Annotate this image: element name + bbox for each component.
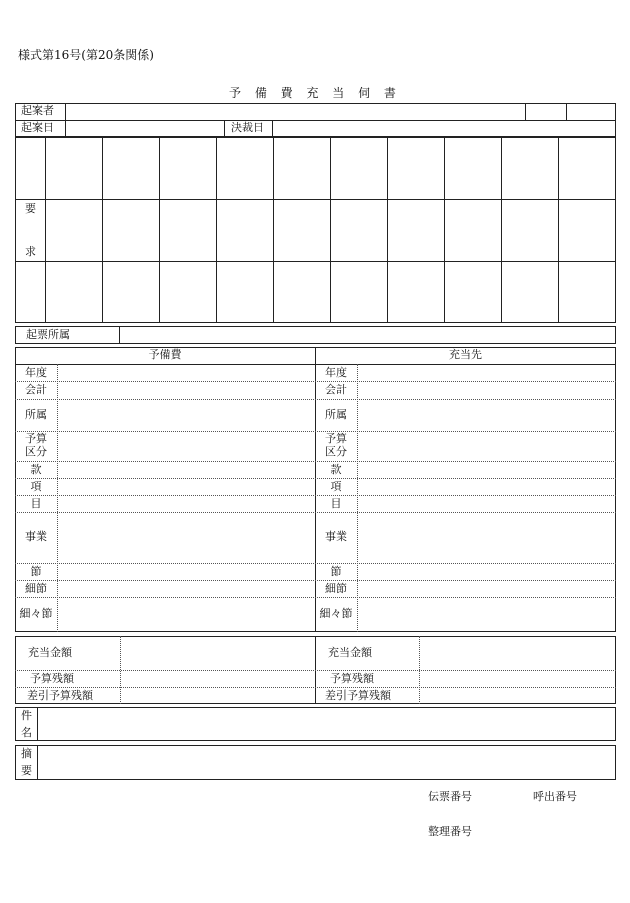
left-project-label: 事業 [25,530,47,543]
request-col-divider [159,137,160,323]
right-section-label: 所属 [325,408,347,421]
right-budget-class-label: 予算 区分 [325,432,347,458]
slip-number-label: 伝票番号 [428,790,472,803]
summary-field[interactable] [38,746,615,779]
right-fiscal-year-label: 年度 [325,366,347,379]
row-divider [15,512,616,513]
allocation-target-heading: 充当先 [449,348,482,361]
left-kan-label: 款 [30,463,42,476]
decision-date-field[interactable] [273,121,615,136]
summary-label-top: 摘 [21,747,32,760]
request-col-divider [444,137,445,323]
left-allocation-amount-label: 充当金額 [28,646,72,659]
request-col-divider [273,137,274,323]
left-sub-setsu-label: 細節 [25,582,47,595]
right-setsu-label: 節 [330,565,342,578]
reference-number-label: 整理番号 [428,825,472,838]
row-divider [15,563,616,564]
department-field[interactable] [120,327,615,343]
request-col-divider [558,137,559,323]
left-net-balance-label: 差引予算残額 [27,689,93,702]
request-label-top: 要 [25,202,36,215]
left-sub-sub-setsu-label: 細々節 [19,607,53,620]
row-divider [15,431,616,432]
request-col-divider [216,137,217,323]
right-kan-label: 款 [330,463,342,476]
subject-label-top: 件 [21,709,32,722]
request-label-bottom: 求 [25,245,36,258]
right-project-label: 事業 [325,530,347,543]
drafter-label: 起案者 [21,104,54,117]
request-col-divider [330,137,331,323]
right-net-balance-label: 差引予算残額 [325,689,391,702]
header-seal-divider-1 [525,103,526,120]
request-col-divider [501,137,502,323]
department-label: 起票所属 [26,328,70,341]
row-divider [15,597,616,598]
reserve-fund-heading: 予備費 [148,348,182,361]
request-grid [15,137,616,323]
amounts-row-divider [15,670,616,671]
summary-label-bottom: 要 [21,764,32,777]
left-budget-class-label: 予算 区分 [25,432,47,458]
row-divider [15,461,616,462]
right-sub-setsu-label: 細節 [325,582,347,595]
panel-heading-divider [15,364,616,365]
amounts-row-divider [15,687,616,688]
left-label-divider [57,364,58,632]
request-col-divider [102,137,103,323]
page-title: 予 備 費 充 当 伺 書 [229,86,401,100]
right-label-divider [357,364,358,632]
request-col-divider [387,137,388,323]
row-divider [15,580,616,581]
drafter-field[interactable] [66,104,524,119]
left-fiscal-year-label: 年度 [25,366,47,379]
subject-field[interactable] [38,708,615,740]
request-row-divider-2 [15,261,616,262]
row-divider [15,399,616,400]
right-sub-sub-setsu-label: 細々節 [319,607,353,620]
header-seal-divider-2 [566,103,567,120]
right-kou-label: 項 [330,480,342,493]
call-number-label: 呼出番号 [533,790,577,803]
decision-date-label: 決裁日 [231,121,264,134]
draft-date-field[interactable] [66,121,223,136]
subject-label-bottom: 名 [21,726,32,739]
right-budget-balance-label: 予算残額 [330,672,374,685]
right-account-label: 会計 [325,383,347,396]
row-divider [15,495,616,496]
left-kou-label: 項 [30,480,42,493]
row-divider [15,381,616,382]
request-row-divider-1 [15,199,616,200]
draft-date-label: 起案日 [21,121,54,134]
left-section-label: 所属 [25,408,47,421]
form-number: 様式第16号(第20条関係) [18,48,154,62]
left-setsu-label: 節 [30,565,42,578]
request-label-divider [45,137,46,323]
row-divider [15,478,616,479]
right-moku-label: 目 [330,497,342,510]
left-budget-balance-label: 予算残額 [30,672,74,685]
right-allocation-amount-label: 充当金額 [328,646,372,659]
left-account-label: 会計 [25,383,47,396]
header-date-divider-1 [224,120,225,137]
left-moku-label: 目 [30,497,42,510]
